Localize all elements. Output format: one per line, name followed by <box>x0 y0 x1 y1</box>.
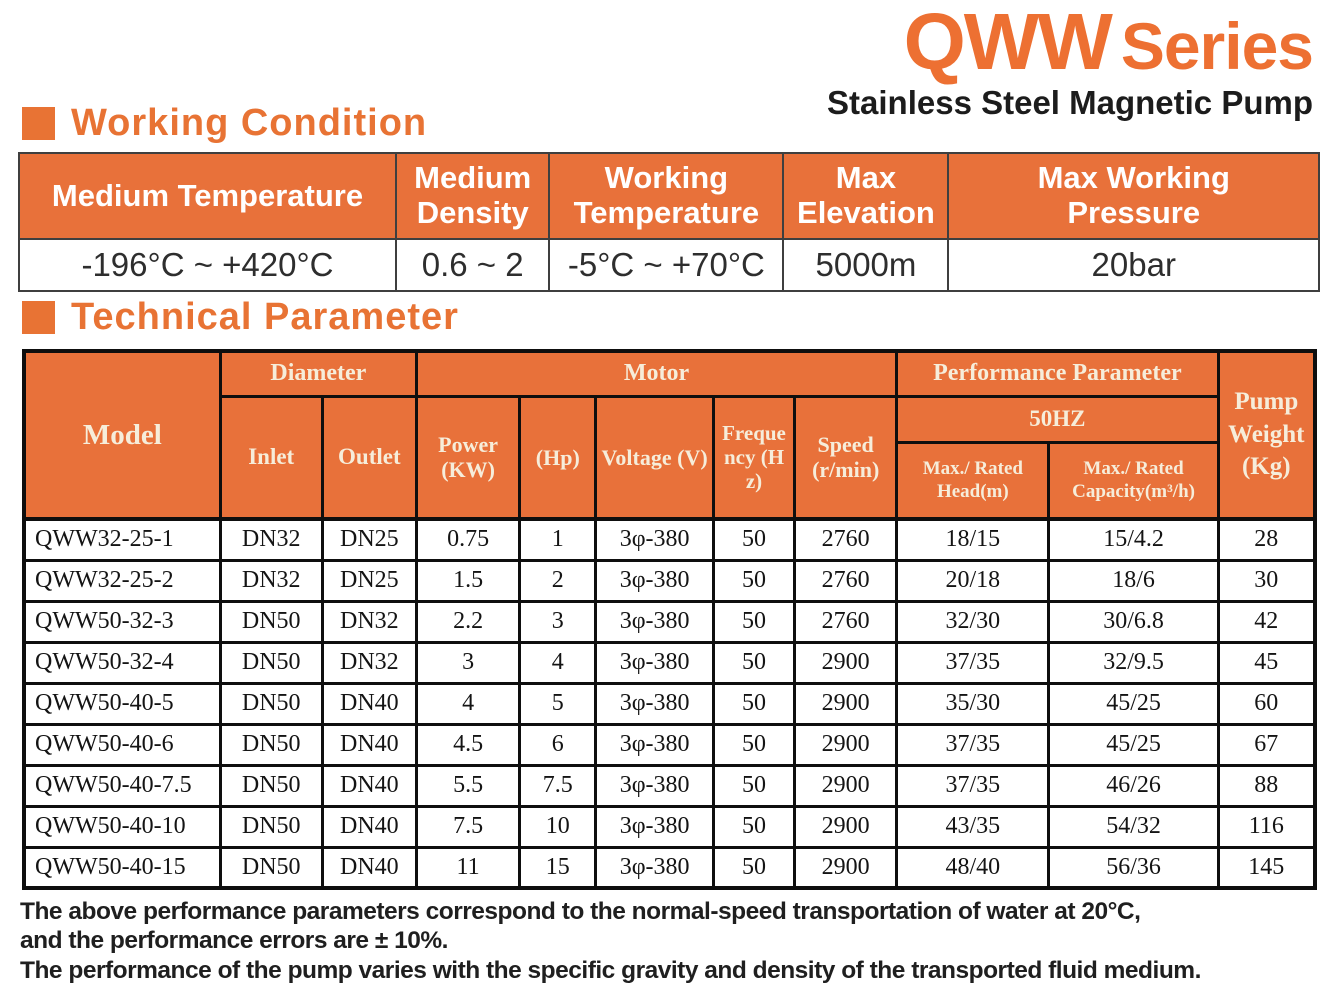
table-cell: DN40 <box>322 724 416 765</box>
table-cell: 18/6 <box>1049 560 1218 601</box>
square-bullet-icon <box>22 301 55 334</box>
column-header: Medium Temperature <box>19 153 396 239</box>
column-header-power: Power (KW) <box>416 396 519 519</box>
table-cell: DN50 <box>220 765 322 806</box>
series-word: Series <box>1120 9 1313 83</box>
table-row <box>24 806 1315 847</box>
brand-header <box>827 2 1313 122</box>
table-row <box>24 519 1315 560</box>
table-row <box>24 847 1315 888</box>
table-cell: 50 <box>713 765 794 806</box>
table-cell: 32/9.5 <box>1049 642 1218 683</box>
table-cell: QWW32-25-1 <box>24 519 220 560</box>
table-cell: 5 <box>520 683 596 724</box>
table-header-row <box>19 153 1319 239</box>
table-cell: DN50 <box>220 847 322 888</box>
table-cell: -196°C ~ +420°C <box>19 239 396 291</box>
column-group-performance: Performance Parameter <box>897 351 1218 396</box>
table-cell: 0.75 <box>416 519 519 560</box>
table-cell: 4 <box>520 642 596 683</box>
table-cell: QWW50-40-10 <box>24 806 220 847</box>
table-cell: 45/25 <box>1049 724 1218 765</box>
column-header-speed: Speed (r/min) <box>795 396 897 519</box>
table-cell: 35/30 <box>897 683 1049 724</box>
table-cell: 2900 <box>795 847 897 888</box>
column-header-frequency: Frequency (Hz) <box>713 396 794 519</box>
column-header-head: Max./ Rated Head(m) <box>897 442 1049 519</box>
section-title: Technical Parameter <box>71 296 459 338</box>
table-cell: 3 <box>520 601 596 642</box>
table-cell: 45/25 <box>1049 683 1218 724</box>
column-header <box>396 153 549 239</box>
table-row <box>24 724 1315 765</box>
table-cell: DN40 <box>322 806 416 847</box>
table-cell: 3φ-380 <box>596 642 713 683</box>
note-line: The performance of the pump varies with the specific gravity and density of the transported fluid medium. <box>20 956 1201 984</box>
working-condition-table <box>18 152 1320 292</box>
table-cell: 37/35 <box>897 642 1049 683</box>
table-cell: 30 <box>1218 560 1315 601</box>
table-cell: 11 <box>416 847 519 888</box>
table-cell: 56/36 <box>1049 847 1218 888</box>
table-cell: -5°C ~ +70°C <box>549 239 783 291</box>
technical-parameter-table <box>22 349 1317 890</box>
table-cell: QWW50-40-6 <box>24 724 220 765</box>
brand-subtitle: Stainless Steel Magnetic Pump <box>827 84 1313 121</box>
column-header-text: Working Temperature <box>573 160 760 230</box>
table-cell: DN25 <box>322 560 416 601</box>
table-cell: 2.2 <box>416 601 519 642</box>
table-cell: 54/32 <box>1049 806 1218 847</box>
column-header <box>549 153 783 239</box>
column-header <box>948 153 1319 239</box>
table-cell: 5.5 <box>416 765 519 806</box>
table-cell: 50 <box>713 847 794 888</box>
table-cell: 2900 <box>795 642 897 683</box>
column-header-text: Max Elevation <box>797 160 935 230</box>
table-cell: 2760 <box>795 519 897 560</box>
table-cell: QWW50-32-3 <box>24 601 220 642</box>
table-cell: 0.6 ~ 2 <box>396 239 549 291</box>
table-row <box>24 560 1315 601</box>
column-header <box>783 153 948 239</box>
technical-table-body <box>24 519 1315 888</box>
table-cell: 2900 <box>795 806 897 847</box>
table-cell: 3φ-380 <box>596 601 713 642</box>
table-cell: 145 <box>1218 847 1315 888</box>
table-cell: 3φ-380 <box>596 806 713 847</box>
table-cell: 2900 <box>795 765 897 806</box>
section-title: Working Condition <box>71 102 428 144</box>
table-cell: 50 <box>713 806 794 847</box>
note-line: The above performance parameters correspond to the normal-speed transportation of water at 20°C, <box>20 898 1141 925</box>
table-row <box>24 642 1315 683</box>
table-cell: 48/40 <box>897 847 1049 888</box>
table-cell: 88 <box>1218 765 1315 806</box>
table-cell: 1.5 <box>416 560 519 601</box>
table-cell: 3φ-380 <box>596 765 713 806</box>
table-cell: 50 <box>713 519 794 560</box>
table-cell: DN50 <box>220 642 322 683</box>
working-condition-heading <box>22 102 427 145</box>
table-cell: 15 <box>520 847 596 888</box>
column-header-hp: (Hp) <box>520 396 596 519</box>
table-cell: DN32 <box>322 642 416 683</box>
footer-notes <box>20 897 1319 985</box>
column-header-text: Medium Density <box>414 160 532 230</box>
table-cell: 2900 <box>795 724 897 765</box>
table-cell: 116 <box>1218 806 1315 847</box>
table-cell: 32/30 <box>897 601 1049 642</box>
table-header-row <box>24 351 1315 396</box>
table-cell: DN32 <box>220 560 322 601</box>
series-name: QWW <box>903 0 1111 86</box>
table-cell: 67 <box>1218 724 1315 765</box>
column-group-motor: Motor <box>416 351 896 396</box>
table-row <box>24 601 1315 642</box>
table-cell: 50 <box>713 642 794 683</box>
table-cell: DN40 <box>322 847 416 888</box>
table-cell: 6 <box>520 724 596 765</box>
table-cell: DN40 <box>322 683 416 724</box>
column-header-text: Max Working Pressure <box>1037 160 1230 230</box>
table-cell: QWW32-25-2 <box>24 560 220 601</box>
table-cell: 30/6.8 <box>1049 601 1218 642</box>
table-cell: 37/35 <box>897 765 1049 806</box>
column-header-model: Model <box>24 351 220 519</box>
table-cell: 15/4.2 <box>1049 519 1218 560</box>
table-cell: 20/18 <box>897 560 1049 601</box>
table-cell: 5000m <box>783 239 948 291</box>
table-cell: QWW50-40-7.5 <box>24 765 220 806</box>
table-cell: DN25 <box>322 519 416 560</box>
table-row <box>24 765 1315 806</box>
table-cell: 10 <box>520 806 596 847</box>
table-cell: 3φ-380 <box>596 847 713 888</box>
table-row <box>24 683 1315 724</box>
table-cell: DN50 <box>220 806 322 847</box>
table-cell: 50 <box>713 601 794 642</box>
table-cell: 20bar <box>948 239 1319 291</box>
table-cell: DN32 <box>220 519 322 560</box>
table-cell: 50 <box>713 724 794 765</box>
table-cell: QWW50-40-15 <box>24 847 220 888</box>
table-cell: 28 <box>1218 519 1315 560</box>
table-cell: 2760 <box>795 560 897 601</box>
table-cell: 42 <box>1218 601 1315 642</box>
table-cell: 60 <box>1218 683 1315 724</box>
table-cell: DN50 <box>220 683 322 724</box>
table-cell: QWW50-32-4 <box>24 642 220 683</box>
table-cell: 45 <box>1218 642 1315 683</box>
table-cell: DN32 <box>322 601 416 642</box>
note-line: and the performance errors are ± 10%. <box>20 927 448 955</box>
table-cell: 1 <box>520 519 596 560</box>
table-cell: 7.5 <box>520 765 596 806</box>
column-header-inlet: Inlet <box>220 396 322 519</box>
table-cell: QWW50-40-5 <box>24 683 220 724</box>
table-cell: 3φ-380 <box>596 683 713 724</box>
table-cell: 2760 <box>795 601 897 642</box>
column-header-pump-weight: Pump Weight (Kg) <box>1218 351 1315 519</box>
square-bullet-icon <box>22 107 55 140</box>
table-cell: 3φ-380 <box>596 560 713 601</box>
table-cell: 50 <box>713 683 794 724</box>
column-group-50hz: 50HZ <box>897 396 1218 442</box>
table-cell: 18/15 <box>897 519 1049 560</box>
table-cell: 3 <box>416 642 519 683</box>
column-group-diameter: Diameter <box>220 351 416 396</box>
column-header-outlet: Outlet <box>322 396 416 519</box>
table-row <box>19 239 1319 291</box>
table-cell: DN50 <box>220 601 322 642</box>
table-cell: 3φ-380 <box>596 724 713 765</box>
column-header-capacity: Max./ Rated Capacity(m³/h) <box>1049 442 1218 519</box>
table-cell: 7.5 <box>416 806 519 847</box>
brand-title <box>827 0 1313 86</box>
table-cell: DN40 <box>322 765 416 806</box>
table-cell: 2 <box>520 560 596 601</box>
table-cell: 43/35 <box>897 806 1049 847</box>
table-cell: 37/35 <box>897 724 1049 765</box>
table-cell: 4.5 <box>416 724 519 765</box>
table-cell: 46/26 <box>1049 765 1218 806</box>
table-cell: DN50 <box>220 724 322 765</box>
column-header-voltage: Voltage (V) <box>596 396 713 519</box>
table-cell: 4 <box>416 683 519 724</box>
table-cell: 2900 <box>795 683 897 724</box>
technical-parameter-heading <box>22 296 459 339</box>
table-cell: 3φ-380 <box>596 519 713 560</box>
table-cell: 50 <box>713 560 794 601</box>
